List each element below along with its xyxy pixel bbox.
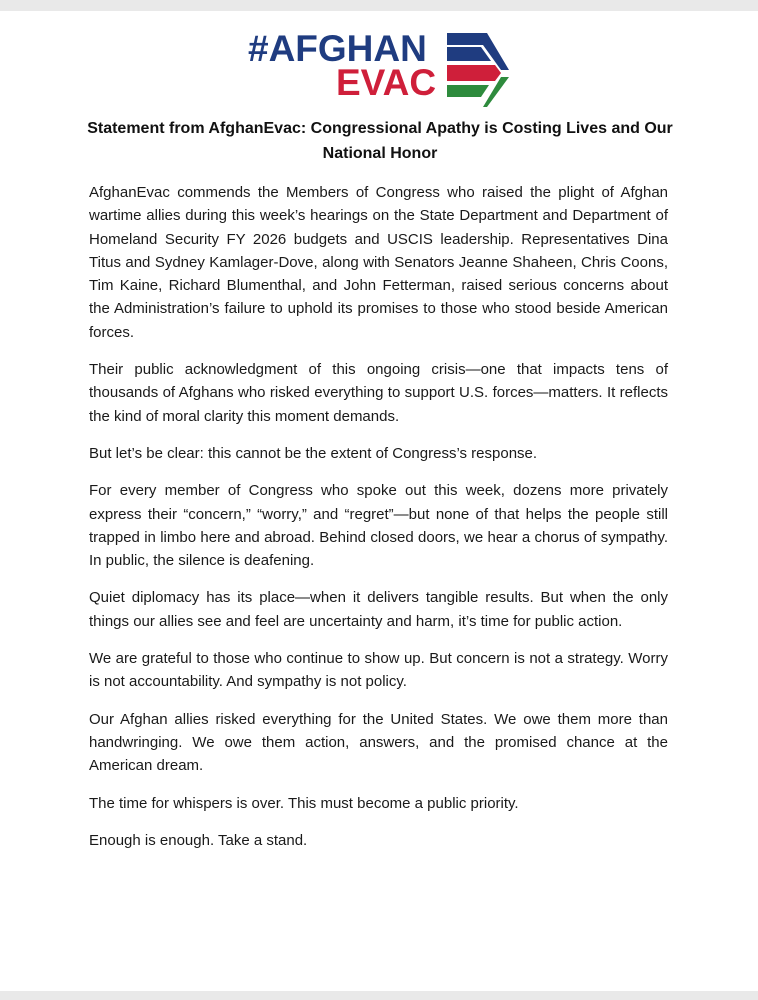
statement-body: [89, 181, 668, 866]
paragraph: Our Afghan allies risked everything for the United States. We owe them more than handwringing. We owe them action, answers, and the promised chance at the American dream.: [89, 710, 668, 775]
document-page: [0, 11, 758, 991]
afghanevac-logo: [248, 29, 510, 113]
paragraph: For every member of Congress who spoke out this week, dozens more privately express their “concern,” “worry,” and “regret”—but none of that helps the people still trapped in limbo here and abroad. Behind closed doors, we hear a chorus of sympathy. In public, the silence is deafening.: [89, 482, 668, 570]
logo-text-line2: EVAC: [336, 62, 437, 103]
paragraph: The time for whispers is over. This must become a public priority.: [89, 794, 519, 812]
paragraph: Enough is enough. Take a stand.: [89, 831, 308, 849]
paragraph: Quiet diplomacy has its place—when it delivers tangible results. But when the only things our allies see and feel are uncertainty and harm, it’s time for public action.: [89, 589, 668, 630]
paragraph: We are grateful to those who continue to show up. But concern is not a strategy. Worry is not accountability. And sympathy is not policy.: [89, 650, 668, 691]
flag-arrow-icon: [443, 33, 509, 107]
logo-text-line1: #AFGHAN: [248, 28, 427, 69]
paragraph: Their public acknowledgment of this ongoing crisis—one that impacts tens of thousands of Afghans who risked everything to support U.S. forces—matters. It reflects the kind of moral clarity this moment demands.: [89, 361, 668, 425]
statement-title: Statement from AfghanEvac: Congressional Apathy is Costing Lives and Our National Honor: [87, 120, 673, 162]
paragraph: AfghanEvac commends the Members of Congress who raised the plight of Afghan wartime allies during this week’s hearings on the State Department and Department of Homeland Security FY 2026 budgets and USCIS leadership. Representatives Dina Titus and Sydney Kamlager-Dove, along with Senators Jeanne Shaheen, Chris Coons, Tim Kaine, Richard Blumenthal, and John Fetterman, raised serious concerns about the Administration’s failure to uphold its promises to those who stood beside American forces.: [89, 184, 668, 341]
paragraph: But let’s be clear: this cannot be the extent of Congress’s response.: [89, 444, 538, 462]
